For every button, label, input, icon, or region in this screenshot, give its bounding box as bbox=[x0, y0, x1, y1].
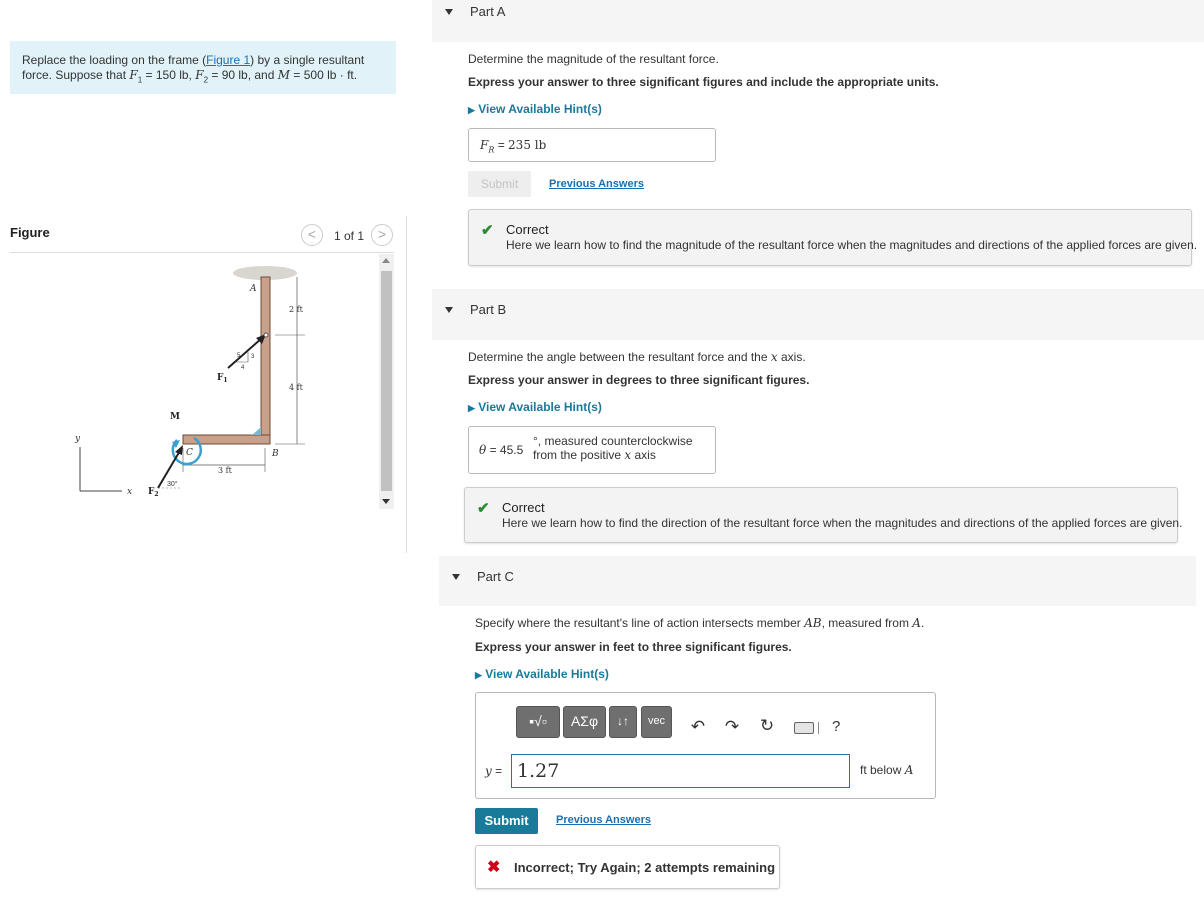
x-axis-label: x bbox=[127, 487, 133, 497]
part-b-hint-link[interactable] bbox=[468, 400, 602, 414]
chevron-right-icon[interactable]: > bbox=[371, 224, 393, 246]
hint-label[interactable]: View Available Hint(s) bbox=[485, 667, 609, 681]
force-f1-arrow bbox=[228, 338, 262, 368]
part-b-question bbox=[468, 350, 806, 364]
redo-icon[interactable]: ↷ bbox=[724, 717, 740, 736]
part-b-header[interactable] bbox=[432, 289, 1204, 340]
chevron-left-icon[interactable]: < bbox=[301, 224, 323, 246]
frame-figure bbox=[60, 262, 370, 512]
reset-icon[interactable]: ↻ bbox=[759, 716, 775, 735]
check-icon: ✔ bbox=[477, 500, 490, 517]
part-c-question bbox=[475, 616, 924, 630]
caret-right-icon: ▶ bbox=[475, 670, 482, 680]
caret-down-icon[interactable] bbox=[445, 307, 453, 313]
vector-button[interactable]: vec bbox=[641, 706, 672, 738]
angle-label: 30° bbox=[167, 481, 178, 488]
figure-scrollbar[interactable] bbox=[379, 254, 394, 509]
question-text: axis. bbox=[777, 350, 806, 364]
var-x: x bbox=[624, 448, 632, 462]
cross-icon: ✖ bbox=[487, 859, 501, 876]
part-c-instruction: Express your answer in feet to three significant figures. bbox=[475, 640, 792, 654]
part-c-previous-answers-link[interactable]: Previous Answers bbox=[556, 814, 651, 826]
value-f2: = 90 lb, and bbox=[208, 68, 278, 82]
value-m: = 500 lb · ft. bbox=[290, 68, 358, 82]
problem-statement bbox=[10, 41, 396, 94]
equals-sign: = bbox=[491, 764, 503, 778]
var-m: M bbox=[277, 68, 291, 82]
part-b-instruction: Express your answer in degrees to three significant figures. bbox=[468, 373, 810, 387]
unit-text: axis bbox=[631, 448, 656, 462]
var-fr-sub: R bbox=[488, 145, 495, 155]
part-c-feedback-text: Incorrect; Try Again; 2 attempts remaining bbox=[514, 860, 776, 875]
problem-text: Replace the loading on the frame ( bbox=[22, 53, 207, 67]
unit-line-2 bbox=[533, 448, 693, 462]
part-b-feedback-text: Here we learn how to find the direction of the resultant force when the magnitudes and directions of the applied forces are given. bbox=[502, 516, 1183, 530]
panel-divider bbox=[406, 216, 407, 553]
part-c-title[interactable]: Part C bbox=[477, 569, 514, 584]
var-a: A bbox=[912, 616, 921, 630]
part-a-title[interactable]: Part A bbox=[470, 4, 506, 19]
part-b-unit bbox=[533, 434, 693, 462]
point-a-label: A bbox=[250, 284, 257, 294]
caret-down-icon[interactable] bbox=[445, 9, 453, 15]
var-a: A bbox=[904, 763, 914, 777]
figure-link[interactable]: Figure 1 bbox=[206, 53, 251, 67]
point-b-label: B bbox=[272, 449, 279, 459]
part-b-feedback bbox=[464, 487, 1178, 543]
part-a-question: Determine the magnitude of the resultant force. bbox=[468, 52, 719, 66]
part-c-header[interactable] bbox=[439, 556, 1196, 606]
caret-down-icon[interactable] bbox=[452, 574, 460, 580]
force-f1-point bbox=[264, 333, 268, 337]
keyboard-icon[interactable] bbox=[794, 722, 814, 734]
templates-button[interactable]: ▪√▫ bbox=[516, 706, 560, 738]
part-b-title[interactable]: Part B bbox=[470, 302, 507, 317]
part-b-feedback-title: Correct bbox=[502, 500, 545, 515]
var-f1-sub: 1 bbox=[137, 75, 143, 85]
equals-sign: = bbox=[486, 443, 500, 457]
help-icon[interactable]: ? bbox=[832, 718, 841, 735]
slope-3-label: 3 bbox=[251, 354, 255, 360]
problem-text: force. Suppose that bbox=[22, 68, 130, 82]
part-a-submit-button[interactable]: Submit bbox=[468, 171, 531, 197]
dim-2ft-label: 2 ft bbox=[289, 305, 303, 314]
force-f2-label: $F_2$ bbox=[148, 487, 159, 498]
part-c-submit-button[interactable]: Submit bbox=[475, 808, 538, 834]
question-text: Determine the angle between the resultant force and the bbox=[468, 350, 771, 364]
problem-text: ) by a single resultant bbox=[250, 53, 365, 67]
unit-text: ft below bbox=[860, 763, 905, 777]
question-text: . bbox=[920, 616, 925, 630]
var-y: y bbox=[485, 764, 492, 778]
part-a-answer-value: 235 lb bbox=[508, 138, 547, 152]
part-c-hint-link[interactable] bbox=[475, 667, 609, 681]
question-text: , measured from bbox=[821, 616, 913, 630]
figure-pager-count: 1 of 1 bbox=[334, 229, 365, 243]
figure-divider bbox=[10, 252, 394, 253]
moment-m-label: M bbox=[170, 412, 180, 422]
part-b-answer[interactable] bbox=[479, 443, 523, 457]
subscript-superscript-button[interactable]: ↓↑ bbox=[609, 706, 637, 738]
var-theta: θ bbox=[479, 443, 487, 457]
var-fr: F bbox=[480, 138, 489, 152]
var-f2-sub: 2 bbox=[203, 75, 209, 85]
unit-line-1: °, measured counterclockwise bbox=[533, 434, 693, 448]
hint-label[interactable]: View Available Hint(s) bbox=[478, 400, 602, 414]
slope-4-label: 4 bbox=[241, 365, 245, 371]
hint-label[interactable]: View Available Hint(s) bbox=[478, 102, 602, 116]
caret-right-icon: ▶ bbox=[468, 403, 475, 413]
scrollbar-thumb[interactable] bbox=[381, 271, 392, 491]
scroll-up-icon[interactable] bbox=[382, 258, 390, 263]
undo-icon[interactable]: ↶ bbox=[690, 717, 706, 736]
var-f2: F bbox=[195, 68, 204, 82]
value-f1: = 150 lb, bbox=[142, 68, 196, 82]
var-f1: F bbox=[129, 68, 138, 82]
unit-text: from the positive bbox=[533, 448, 625, 462]
question-text: Specify where the resultant's line of action intersects member bbox=[475, 616, 805, 630]
dim-3ft-label: 3 ft bbox=[218, 466, 232, 475]
part-a-feedback-title: Correct bbox=[506, 222, 549, 237]
part-a-answer[interactable] bbox=[480, 138, 546, 154]
y-axis-label: y bbox=[75, 434, 81, 444]
part-c-answer-input[interactable]: 1.27 bbox=[511, 754, 850, 788]
scroll-down-icon[interactable] bbox=[382, 499, 390, 504]
check-icon: ✔ bbox=[481, 222, 494, 239]
toolbar-separator bbox=[818, 722, 819, 734]
point-c-label: C bbox=[186, 448, 193, 458]
force-f1-label: $F_1$ bbox=[217, 373, 228, 384]
part-a-previous-answers-link[interactable]: Previous Answers bbox=[549, 178, 644, 190]
var-x: x bbox=[770, 350, 778, 364]
part-c-unit bbox=[860, 763, 913, 777]
part-a-hint-link[interactable] bbox=[468, 102, 602, 116]
part-a-header[interactable] bbox=[432, 0, 1204, 42]
part-a-feedback-text: Here we learn how to find the magnitude of the resultant force when the magnitudes and directions of the applied forces are given. bbox=[506, 238, 1198, 252]
part-c-var-label bbox=[485, 764, 502, 778]
member-ab bbox=[261, 277, 270, 444]
greek-symbols-button[interactable]: ΑΣφ bbox=[563, 706, 606, 738]
part-b-answer-value: 45.5 bbox=[499, 443, 524, 457]
dim-4ft-label: 4 ft bbox=[289, 383, 303, 392]
equals-sign: = bbox=[494, 138, 509, 152]
part-a-instruction: Express your answer to three significant figures and include the appropriate units. bbox=[468, 75, 939, 89]
var-ab: AB bbox=[804, 616, 822, 630]
slope-5-label: 5 bbox=[237, 353, 241, 359]
gusset bbox=[252, 427, 261, 435]
figure-title: Figure bbox=[10, 225, 50, 240]
caret-right-icon: ▶ bbox=[468, 105, 475, 115]
